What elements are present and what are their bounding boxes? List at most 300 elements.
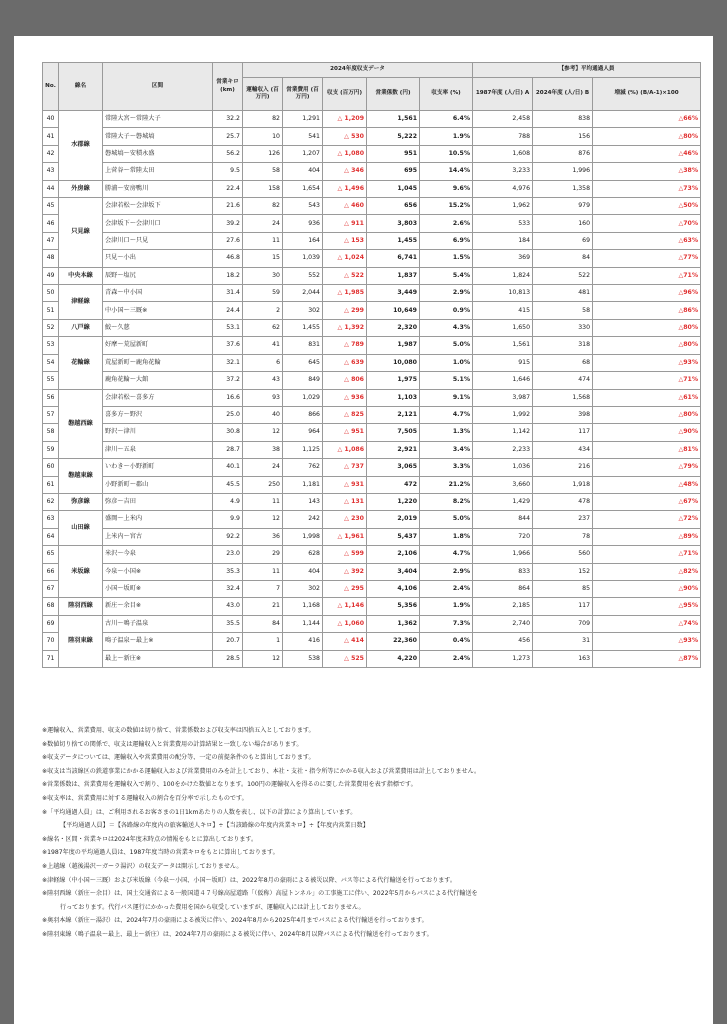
row-revenue: 62 xyxy=(243,319,283,336)
row-cost: 1,291 xyxy=(283,111,323,128)
row-line-name: 米坂線 xyxy=(59,546,103,598)
row-p2024: 117 xyxy=(533,424,593,441)
row-section: 只見～小出 xyxy=(103,250,213,267)
row-cost: 866 xyxy=(283,406,323,423)
row-p2024: 84 xyxy=(533,250,593,267)
footnote: ※収支率は、営業費用に対する運輸収入の割合を百分率で示したものです。 xyxy=(42,794,248,802)
row-cost: 302 xyxy=(283,580,323,597)
row-revenue: 7 xyxy=(243,580,283,597)
row-ratio: 9.6% xyxy=(420,180,473,197)
row-revenue: 58 xyxy=(243,163,283,180)
row-balance: △ 460 xyxy=(323,198,367,215)
row-no: 45 xyxy=(43,198,59,215)
row-km: 9.5 xyxy=(213,163,243,180)
row-ratio: 1.8% xyxy=(420,528,473,545)
row-change: △93% xyxy=(593,354,701,371)
header-ratio: 収支率 (%) xyxy=(420,78,473,111)
table-row xyxy=(43,198,701,215)
table-body xyxy=(43,111,701,668)
row-coefficient: 1,455 xyxy=(367,232,420,249)
row-change: △74% xyxy=(593,615,701,632)
row-balance: △ 1,961 xyxy=(323,528,367,545)
row-coefficient: 2,106 xyxy=(367,546,420,563)
row-line-name: 磐越西線 xyxy=(59,389,103,459)
footnote: ※「平均通過人員」は、ご利用されるお客さまの1日1kmあたりの人数を表し、以下の計算により算出しています。 xyxy=(42,808,357,816)
row-p2024: 478 xyxy=(533,493,593,510)
row-no: 52 xyxy=(43,319,59,336)
row-section: 最上～新庄※ xyxy=(103,650,213,667)
table-row xyxy=(43,406,701,423)
row-section: 新庄～余目※ xyxy=(103,598,213,615)
row-change: △86% xyxy=(593,302,701,319)
row-balance: △ 1,496 xyxy=(323,180,367,197)
table-row xyxy=(43,302,701,319)
row-section: 青森～中小国 xyxy=(103,285,213,302)
row-cost: 849 xyxy=(283,372,323,389)
row-p1987: 915 xyxy=(473,354,533,371)
row-change: △80% xyxy=(593,406,701,423)
row-coefficient: 10,080 xyxy=(367,354,420,371)
row-p1987: 415 xyxy=(473,302,533,319)
row-no: 70 xyxy=(43,633,59,650)
row-line-name: 山田線 xyxy=(59,511,103,546)
row-km: 39.2 xyxy=(213,215,243,232)
row-change: △80% xyxy=(593,128,701,145)
row-p1987: 1,962 xyxy=(473,198,533,215)
row-no: 43 xyxy=(43,163,59,180)
row-p2024: 68 xyxy=(533,354,593,371)
row-cost: 404 xyxy=(283,163,323,180)
row-ratio: 14.4% xyxy=(420,163,473,180)
row-revenue: 82 xyxy=(243,111,283,128)
row-ratio: 3.4% xyxy=(420,441,473,458)
row-p2024: 330 xyxy=(533,319,593,336)
row-p2024: 163 xyxy=(533,650,593,667)
row-section: 会津川口～只見 xyxy=(103,232,213,249)
row-km: 32.1 xyxy=(213,354,243,371)
row-section: 辰野～塩尻 xyxy=(103,267,213,284)
row-ratio: 1.0% xyxy=(420,354,473,371)
row-revenue: 41 xyxy=(243,337,283,354)
row-p1987: 1,992 xyxy=(473,406,533,423)
row-cost: 302 xyxy=(283,302,323,319)
row-p1987: 2,458 xyxy=(473,111,533,128)
row-p2024: 481 xyxy=(533,285,593,302)
header-no: No. xyxy=(43,63,59,111)
row-coefficient: 10,649 xyxy=(367,302,420,319)
row-km: 28.7 xyxy=(213,441,243,458)
row-p1987: 4,976 xyxy=(473,180,533,197)
row-km: 45.5 xyxy=(213,476,243,493)
row-cost: 1,654 xyxy=(283,180,323,197)
row-revenue: 30 xyxy=(243,267,283,284)
header-balance: 収支 (百万円) xyxy=(323,78,367,111)
row-cost: 404 xyxy=(283,563,323,580)
row-p1987: 788 xyxy=(473,128,533,145)
row-revenue: 11 xyxy=(243,563,283,580)
row-line-name: 弥彦線 xyxy=(59,493,103,510)
footnote: ※数値切り捨ての関係で、収支は運輸収入と営業費用の計算結果と一致しない場合があります。 xyxy=(42,740,303,748)
row-revenue: 2 xyxy=(243,302,283,319)
row-p1987: 1,429 xyxy=(473,493,533,510)
footnote: ※津軽線（中小国～三厩）および米坂線（今泉～小国、小国～坂町）は、2022年8月の豪雨による被災以降、バス等による代行輸送を行っております。 xyxy=(42,876,457,884)
row-km: 32.4 xyxy=(213,580,243,597)
row-no: 44 xyxy=(43,180,59,197)
row-section: 古川～鳴子温泉 xyxy=(103,615,213,632)
row-p2024: 237 xyxy=(533,511,593,528)
row-p1987: 1,142 xyxy=(473,424,533,441)
row-p2024: 1,996 xyxy=(533,163,593,180)
table-row xyxy=(43,267,701,284)
footnote: 行っております。代行バス運行にかかった費用を国から収受していますが、運輸収入には計上しておりません。 xyxy=(60,903,365,911)
row-cost: 2,044 xyxy=(283,285,323,302)
row-cost: 831 xyxy=(283,337,323,354)
row-section: 今泉～小国※ xyxy=(103,563,213,580)
row-change: △67% xyxy=(593,493,701,510)
row-ratio: 7.3% xyxy=(420,615,473,632)
header-section: 区間 xyxy=(103,63,213,111)
row-change: △71% xyxy=(593,546,701,563)
table-row xyxy=(43,285,701,302)
row-ratio: 5.1% xyxy=(420,372,473,389)
row-section: 上米内～宮古 xyxy=(103,528,213,545)
row-p1987: 864 xyxy=(473,580,533,597)
row-balance: △ 1,146 xyxy=(323,598,367,615)
row-line-name: 外房線 xyxy=(59,180,103,197)
row-change: △80% xyxy=(593,337,701,354)
table-row xyxy=(43,563,701,580)
row-p1987: 2,233 xyxy=(473,441,533,458)
row-revenue: 21 xyxy=(243,598,283,615)
row-change: △61% xyxy=(593,389,701,406)
row-balance: △ 392 xyxy=(323,563,367,580)
row-balance: △ 230 xyxy=(323,511,367,528)
row-revenue: 24 xyxy=(243,215,283,232)
row-change: △50% xyxy=(593,198,701,215)
row-no: 63 xyxy=(43,511,59,528)
row-ratio: 1.5% xyxy=(420,250,473,267)
row-revenue: 40 xyxy=(243,406,283,423)
row-coefficient: 5,222 xyxy=(367,128,420,145)
row-no: 62 xyxy=(43,493,59,510)
row-km: 9.9 xyxy=(213,511,243,528)
table-row xyxy=(43,615,701,632)
row-ratio: 0.4% xyxy=(420,633,473,650)
header-p2024: 2024年度 (人/日) B xyxy=(533,78,593,111)
row-km: 22.4 xyxy=(213,180,243,197)
footnote: ※営業係数は、営業費用を運輸収入で割り、100をかけた数値となります。100円の運輸収入を得るのに要した営業費用を表す指標です。 xyxy=(42,781,417,789)
row-coefficient: 4,106 xyxy=(367,580,420,597)
row-km: 53.1 xyxy=(213,319,243,336)
table-row xyxy=(43,546,701,563)
row-line-name: 中央本線 xyxy=(59,267,103,284)
row-km: 4.9 xyxy=(213,493,243,510)
row-revenue: 36 xyxy=(243,528,283,545)
row-ratio: 2.9% xyxy=(420,563,473,580)
row-p2024: 152 xyxy=(533,563,593,580)
row-coefficient: 3,449 xyxy=(367,285,420,302)
row-revenue: 11 xyxy=(243,493,283,510)
row-p1987: 1,036 xyxy=(473,459,533,476)
row-ratio: 1.9% xyxy=(420,598,473,615)
row-no: 47 xyxy=(43,232,59,249)
header-p1987: 1987年度 (人/日) A xyxy=(473,78,533,111)
row-p1987: 1,824 xyxy=(473,267,533,284)
row-coefficient: 1,103 xyxy=(367,389,420,406)
table-row xyxy=(43,511,701,528)
row-cost: 1,039 xyxy=(283,250,323,267)
table-row xyxy=(43,128,701,145)
row-no: 46 xyxy=(43,215,59,232)
row-change: △38% xyxy=(593,163,701,180)
table-row xyxy=(43,580,701,597)
row-ratio: 4.3% xyxy=(420,319,473,336)
row-coefficient: 2,921 xyxy=(367,441,420,458)
footnote: ※陸羽東線（鳴子温泉～最上、最上～新庄）は、2024年7月の豪雨による被災に伴い、2024年8月以降バスによる代行輸送を行っております。 xyxy=(42,930,433,938)
table-row xyxy=(43,389,701,406)
row-km: 16.6 xyxy=(213,389,243,406)
row-no: 71 xyxy=(43,650,59,667)
row-coefficient: 7,505 xyxy=(367,424,420,441)
row-balance: △ 639 xyxy=(323,354,367,371)
row-coefficient: 2,320 xyxy=(367,319,420,336)
row-cost: 1,455 xyxy=(283,319,323,336)
row-balance: △ 522 xyxy=(323,267,367,284)
row-no: 67 xyxy=(43,580,59,597)
row-p1987: 2,740 xyxy=(473,615,533,632)
row-km: 32.2 xyxy=(213,111,243,128)
row-change: △73% xyxy=(593,180,701,197)
row-no: 51 xyxy=(43,302,59,319)
row-p1987: 1,608 xyxy=(473,145,533,162)
row-coefficient: 472 xyxy=(367,476,420,493)
row-balance: △ 1,985 xyxy=(323,285,367,302)
row-cost: 762 xyxy=(283,459,323,476)
row-km: 21.6 xyxy=(213,198,243,215)
row-revenue: 15 xyxy=(243,250,283,267)
footnote: ※奥羽本線（新庄～湯沢）は、2024年7月の豪雨による被災に伴い、2024年8月から2025年4月までバスによる代行輸送を行っております。 xyxy=(42,917,428,925)
header-km: 営業キロ (km) xyxy=(213,63,243,111)
row-coefficient: 6,741 xyxy=(367,250,420,267)
row-no: 60 xyxy=(43,459,59,476)
row-section: 鮫～久慈 xyxy=(103,319,213,336)
row-p2024: 560 xyxy=(533,546,593,563)
row-change: △63% xyxy=(593,232,701,249)
table-row xyxy=(43,232,701,249)
table-row xyxy=(43,319,701,336)
row-balance: △ 1,086 xyxy=(323,441,367,458)
row-coefficient: 5,437 xyxy=(367,528,420,545)
table-row xyxy=(43,337,701,354)
row-coefficient: 2,019 xyxy=(367,511,420,528)
row-revenue: 6 xyxy=(243,354,283,371)
table-row xyxy=(43,145,701,162)
row-change: △46% xyxy=(593,145,701,162)
row-coefficient: 3,803 xyxy=(367,215,420,232)
row-p2024: 1,568 xyxy=(533,389,593,406)
row-p1987: 533 xyxy=(473,215,533,232)
row-change: △89% xyxy=(593,528,701,545)
row-no: 68 xyxy=(43,598,59,615)
row-p2024: 1,918 xyxy=(533,476,593,493)
row-p2024: 58 xyxy=(533,302,593,319)
row-line-name: 八戸線 xyxy=(59,319,103,336)
row-km: 30.8 xyxy=(213,424,243,441)
header-change: 増減 (%) (B/A-1)×100 xyxy=(593,78,701,111)
row-no: 53 xyxy=(43,337,59,354)
row-cost: 1,181 xyxy=(283,476,323,493)
row-no: 65 xyxy=(43,546,59,563)
row-ratio: 2.9% xyxy=(420,285,473,302)
row-no: 66 xyxy=(43,563,59,580)
table-row xyxy=(43,476,701,493)
row-coefficient: 22,360 xyxy=(367,633,420,650)
row-km: 43.0 xyxy=(213,598,243,615)
row-ratio: 3.3% xyxy=(420,459,473,476)
row-p2024: 160 xyxy=(533,215,593,232)
row-section: 米沢～今泉 xyxy=(103,546,213,563)
row-p2024: 1,358 xyxy=(533,180,593,197)
row-no: 42 xyxy=(43,145,59,162)
row-line-name: 磐越東線 xyxy=(59,459,103,494)
header-line: 線名 xyxy=(59,63,103,111)
table-row xyxy=(43,598,701,615)
row-p1987: 720 xyxy=(473,528,533,545)
row-section: 常陸大宮～常陸大子 xyxy=(103,111,213,128)
row-section: 会津坂下～会津川口 xyxy=(103,215,213,232)
row-coefficient: 3,404 xyxy=(367,563,420,580)
footnote: 【平均通過人員】＝【各路線の年度内の旅客輸送人キロ】÷【当該路線の年度内営業キロ】÷【年度内営業日数】 xyxy=(60,822,369,830)
row-balance: △ 789 xyxy=(323,337,367,354)
row-p2024: 876 xyxy=(533,145,593,162)
row-no: 56 xyxy=(43,389,59,406)
row-p1987: 1,650 xyxy=(473,319,533,336)
row-revenue: 12 xyxy=(243,424,283,441)
row-p1987: 10,813 xyxy=(473,285,533,302)
row-p1987: 844 xyxy=(473,511,533,528)
row-change: △79% xyxy=(593,459,701,476)
row-change: △70% xyxy=(593,215,701,232)
row-section: 磐城塙～安積永盛 xyxy=(103,145,213,162)
row-ratio: 9.1% xyxy=(420,389,473,406)
row-ratio: 1.9% xyxy=(420,128,473,145)
footnotes xyxy=(42,724,702,942)
row-cost: 1,168 xyxy=(283,598,323,615)
table-row xyxy=(43,424,701,441)
row-section: 盛岡～上米内 xyxy=(103,511,213,528)
row-section: 小国～坂町※ xyxy=(103,580,213,597)
row-balance: △ 1,209 xyxy=(323,111,367,128)
row-section: 喜多方～野沢 xyxy=(103,406,213,423)
row-cost: 541 xyxy=(283,128,323,145)
row-no: 48 xyxy=(43,250,59,267)
row-revenue: 10 xyxy=(243,128,283,145)
row-coefficient: 951 xyxy=(367,145,420,162)
table-row xyxy=(43,528,701,545)
row-revenue: 12 xyxy=(243,650,283,667)
row-p1987: 1,273 xyxy=(473,650,533,667)
row-line-name: 津軽線 xyxy=(59,285,103,320)
row-balance: △ 1,024 xyxy=(323,250,367,267)
table-row xyxy=(43,633,701,650)
row-balance: △ 131 xyxy=(323,493,367,510)
row-section: 勝浦～安房鴨川 xyxy=(103,180,213,197)
document-page xyxy=(14,36,713,1024)
row-revenue: 11 xyxy=(243,232,283,249)
row-cost: 936 xyxy=(283,215,323,232)
row-p2024: 434 xyxy=(533,441,593,458)
row-p2024: 709 xyxy=(533,615,593,632)
row-change: △48% xyxy=(593,476,701,493)
row-balance: △ 295 xyxy=(323,580,367,597)
row-no: 41 xyxy=(43,128,59,145)
row-ratio: 2.4% xyxy=(420,580,473,597)
row-revenue: 1 xyxy=(243,633,283,650)
row-ratio: 5.0% xyxy=(420,337,473,354)
row-balance: △ 414 xyxy=(323,633,367,650)
row-balance: △ 599 xyxy=(323,546,367,563)
row-change: △90% xyxy=(593,580,701,597)
row-section: 弥彦～吉田 xyxy=(103,493,213,510)
row-coefficient: 656 xyxy=(367,198,420,215)
row-change: △95% xyxy=(593,598,701,615)
row-change: △90% xyxy=(593,424,701,441)
row-revenue: 59 xyxy=(243,285,283,302)
row-no: 61 xyxy=(43,476,59,493)
row-balance: △ 911 xyxy=(323,215,367,232)
footnote: ※線名・区間・営業キロは2024年度末時点の情報をもとに算出しております。 xyxy=(42,835,258,843)
table-row xyxy=(43,459,701,476)
row-km: 24.4 xyxy=(213,302,243,319)
row-no: 50 xyxy=(43,285,59,302)
row-line-name: 只見線 xyxy=(59,198,103,268)
row-revenue: 29 xyxy=(243,546,283,563)
row-cost: 1,998 xyxy=(283,528,323,545)
row-section: 小野新町～郡山 xyxy=(103,476,213,493)
row-coefficient: 1,220 xyxy=(367,493,420,510)
row-ratio: 5.0% xyxy=(420,511,473,528)
row-revenue: 93 xyxy=(243,389,283,406)
row-change: △66% xyxy=(593,111,701,128)
table-row xyxy=(43,493,701,510)
row-p2024: 474 xyxy=(533,372,593,389)
row-coefficient: 1,045 xyxy=(367,180,420,197)
row-km: 37.6 xyxy=(213,337,243,354)
row-balance: △ 951 xyxy=(323,424,367,441)
row-balance: △ 530 xyxy=(323,128,367,145)
revenue-table xyxy=(42,62,701,668)
row-section: 中小国～三厩※ xyxy=(103,302,213,319)
header-coefficient: 営業係数 (円) xyxy=(367,78,420,111)
row-p2024: 216 xyxy=(533,459,593,476)
row-change: △96% xyxy=(593,285,701,302)
row-balance: △ 153 xyxy=(323,232,367,249)
row-line-name: 陸羽東線 xyxy=(59,615,103,667)
row-p1987: 2,185 xyxy=(473,598,533,615)
table-row xyxy=(43,180,701,197)
row-p1987: 833 xyxy=(473,563,533,580)
row-ratio: 21.2% xyxy=(420,476,473,493)
row-section: 鹿角花輪～大館 xyxy=(103,372,213,389)
row-line-name: 陸羽西線 xyxy=(59,598,103,615)
row-section: 会津若松～会津坂下 xyxy=(103,198,213,215)
row-coefficient: 4,220 xyxy=(367,650,420,667)
row-no: 64 xyxy=(43,528,59,545)
table-row xyxy=(43,163,701,180)
footnote: ※1987年度の平均通過人員は、1987年度当時の営業キロをもとに算出しております。 xyxy=(42,849,279,857)
row-section: 荒屋新町～鹿角花輪 xyxy=(103,354,213,371)
row-ratio: 2.6% xyxy=(420,215,473,232)
